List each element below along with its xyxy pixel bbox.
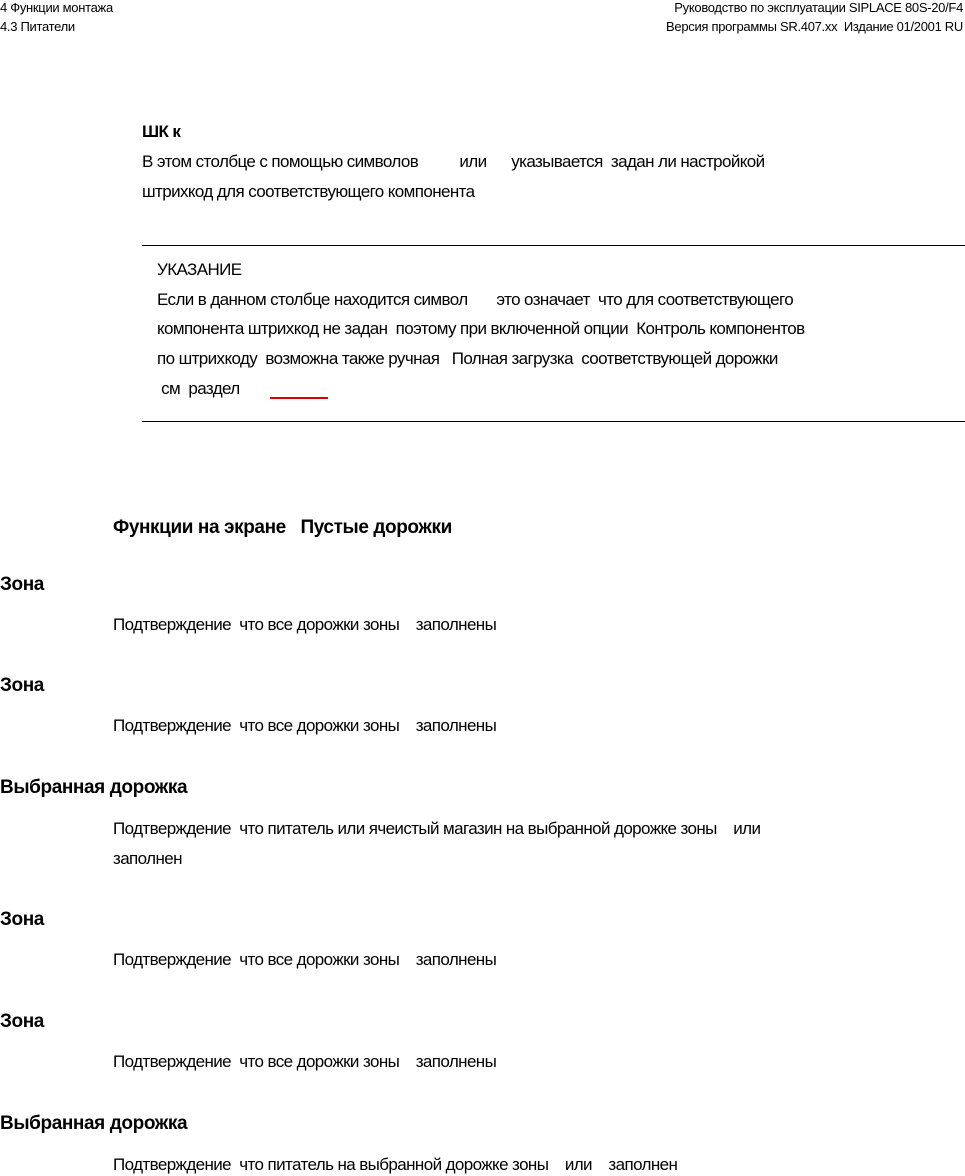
note-text: по штрихкоду возможна также ручная Полная загрузка соответствующей дорожки (157, 349, 778, 368)
header-manual: Руководство по эксплуатации SIPLACE 80S-20/F4 (674, 0, 963, 15)
function-title: Зона (0, 1011, 44, 1032)
function-description: Подтверждение что все дорожки зоны заполнены (113, 615, 497, 634)
function-description: Подтверждение что питатель на выбранной дорожке зоны или заполнен (113, 1155, 678, 1174)
function-description: заполнен (113, 849, 182, 868)
barcode-column-title: ШК к (142, 122, 181, 141)
note-text: Если в данном столбце находится символ это означает что для соответствующего (157, 290, 794, 309)
note-top-rule (142, 245, 965, 246)
function-description: Подтверждение что все дорожки зоны заполнены (113, 950, 497, 969)
section-reference-link[interactable] (270, 397, 328, 399)
note-bottom-rule (142, 421, 965, 422)
note-text: компонента штрихкод не задан поэтому при включенной опции Контроль компонентов (157, 319, 805, 338)
function-title: Выбранная дорожка (0, 1113, 188, 1134)
header-version: Версия программы SR.407.xx Издание 01/2001 RU (666, 19, 963, 34)
functions-heading: Функции на экране Пустые дорожки (113, 517, 452, 538)
function-description: Подтверждение что все дорожки зоны заполнены (113, 716, 497, 735)
function-description: Подтверждение что все дорожки зоны заполнены (113, 1052, 497, 1071)
note-title: УКАЗАНИЕ (157, 260, 242, 279)
function-title: Зона (0, 574, 44, 595)
barcode-column-text: В этом столбце с помощью символов или указывается задан ли настройкой (142, 152, 765, 171)
header-section: 4.3 Питатели (0, 19, 75, 34)
function-title: Зона (0, 675, 44, 696)
note-text: см раздел (157, 379, 244, 398)
function-title: Зона (0, 909, 44, 930)
function-title: Выбранная дорожка (0, 777, 188, 798)
function-description: Подтверждение что питатель или ячеистый магазин на выбранной дорожке зоны или (113, 819, 761, 838)
barcode-column-text: штрихкод для соответствующего компонента (142, 182, 475, 201)
header-chapter: 4 Функции монтажа (0, 0, 113, 15)
